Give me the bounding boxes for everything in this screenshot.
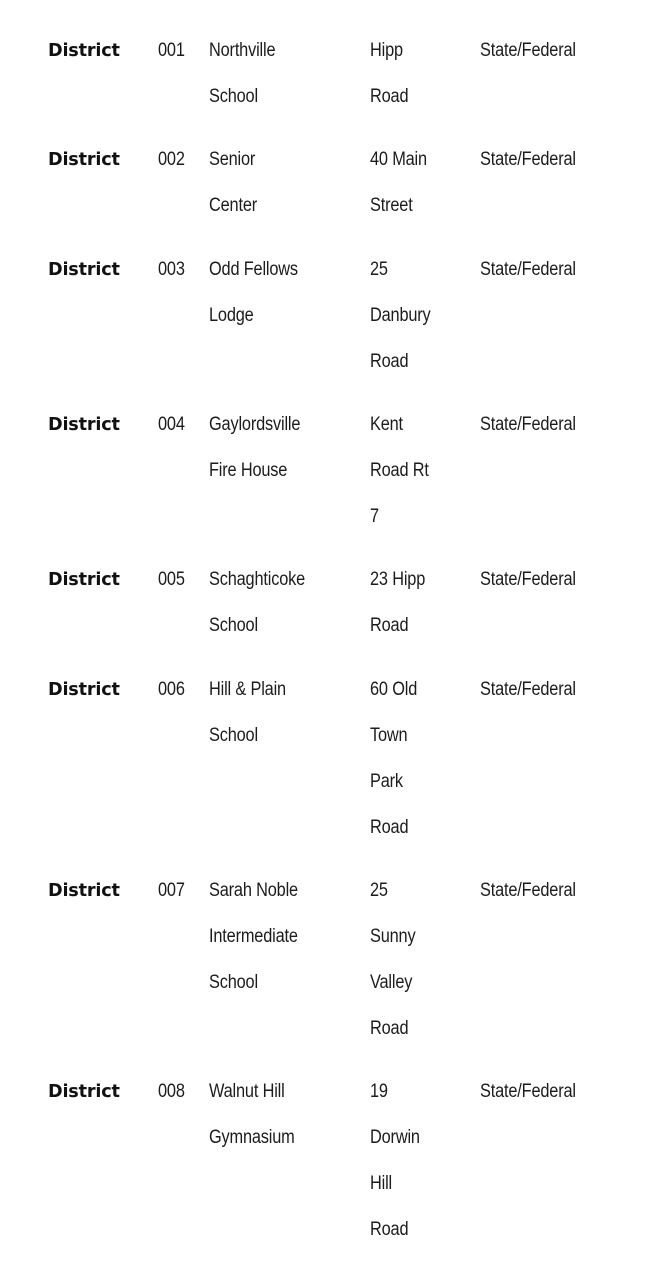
polling-location (209, 868, 298, 1006)
polling-address-line: Kent (370, 414, 403, 435)
polling-address-line: Street (370, 195, 413, 216)
election-type: State/Federal (480, 40, 576, 61)
district-row (0, 247, 667, 402)
election-type: State/Federal (480, 259, 576, 280)
polling-location-line: School (209, 725, 258, 746)
district-row (0, 557, 667, 667)
polling-address (370, 1069, 420, 1253)
polling-location-line: Northville (209, 40, 276, 61)
polling-address-line: 19 (370, 1081, 388, 1102)
polling-address-line: 23 Hipp (370, 569, 426, 590)
district-number: 003 (158, 259, 185, 280)
district-label: District (48, 1081, 120, 1102)
polling-address-line: 60 Old (370, 679, 418, 700)
polling-address-line: Dorwin (370, 1127, 420, 1148)
polling-address-line: 40 Main (370, 149, 427, 170)
election-type: State/Federal (480, 149, 576, 170)
polling-location (209, 667, 286, 759)
polling-location-line: Fire House (209, 460, 288, 481)
polling-location-line: Walnut Hill (209, 1081, 285, 1102)
polling-address-line: Danbury (370, 305, 431, 326)
district-row (0, 868, 667, 1069)
district-label: District (48, 414, 120, 435)
polling-address (370, 868, 415, 1052)
district-row (0, 137, 667, 247)
polling-location (209, 247, 298, 339)
polling-location-line: Odd Fellows (209, 259, 298, 280)
district-number: 006 (158, 679, 185, 700)
polling-location-line: Hill & Plain (209, 679, 286, 700)
district-label: District (48, 40, 120, 61)
election-type: State/Federal (480, 880, 576, 901)
district-number: 001 (158, 40, 185, 61)
polling-location-line: Senior (209, 149, 256, 170)
polling-address-line: Road (370, 86, 409, 107)
polling-location-line: Gymnasium (209, 1127, 295, 1148)
district-number: 005 (158, 569, 185, 590)
polling-address-line: Hill (370, 1173, 393, 1194)
district-label: District (48, 569, 120, 590)
polling-address (370, 137, 427, 229)
polling-location (209, 1069, 295, 1161)
district-row (0, 1069, 667, 1269)
election-type: State/Federal (480, 414, 576, 435)
polling-address (370, 28, 408, 120)
polling-address-line: Town (370, 725, 408, 746)
polling-location-line: Lodge (209, 305, 254, 326)
polling-location-line: Gaylordsville (209, 414, 301, 435)
polling-address (370, 667, 417, 851)
district-row (0, 28, 667, 137)
polling-address-line: Sunny (370, 926, 416, 947)
district-label: District (48, 880, 120, 901)
district-label: District (48, 679, 120, 700)
polling-location-line: Schaghticoke (209, 569, 306, 590)
polling-address-line: Road Rt (370, 460, 429, 481)
district-number: 007 (158, 880, 185, 901)
polling-location-line: School (209, 86, 258, 107)
district-label: District (48, 149, 120, 170)
election-type: State/Federal (480, 1081, 576, 1102)
polling-address (370, 557, 425, 649)
polling-address-line: 25 (370, 259, 388, 280)
polling-location-line: Center (209, 195, 258, 216)
election-type: State/Federal (480, 679, 576, 700)
election-type: State/Federal (480, 569, 576, 590)
polling-address-line: Valley (370, 972, 413, 993)
polling-address-line: Road (370, 817, 409, 838)
polling-location-line: Sarah Noble (209, 880, 298, 901)
polling-address-line: Road (370, 1219, 409, 1240)
polling-address-line: Road (370, 1018, 409, 1039)
polling-address (370, 402, 429, 540)
polling-address-line: 25 (370, 880, 388, 901)
polling-location (209, 28, 275, 120)
polling-districts-table (0, 28, 667, 1269)
polling-location (209, 137, 257, 229)
district-number: 004 (158, 414, 185, 435)
district-label: District (48, 259, 120, 280)
district-row (0, 402, 667, 557)
polling-address-line: 7 (370, 506, 379, 527)
district-number: 008 (158, 1081, 185, 1102)
polling-address-line: Road (370, 351, 409, 372)
polling-location-line: School (209, 615, 258, 636)
polling-location-line: School (209, 972, 258, 993)
district-row (0, 667, 667, 868)
polling-address-line: Road (370, 615, 409, 636)
polling-address-line: Hipp (370, 40, 403, 61)
district-number: 002 (158, 149, 185, 170)
polling-address-line: Park (370, 771, 403, 792)
polling-location (209, 557, 305, 649)
polling-address (370, 247, 431, 385)
polling-location (209, 402, 300, 494)
polling-location-line: Intermediate (209, 926, 298, 947)
